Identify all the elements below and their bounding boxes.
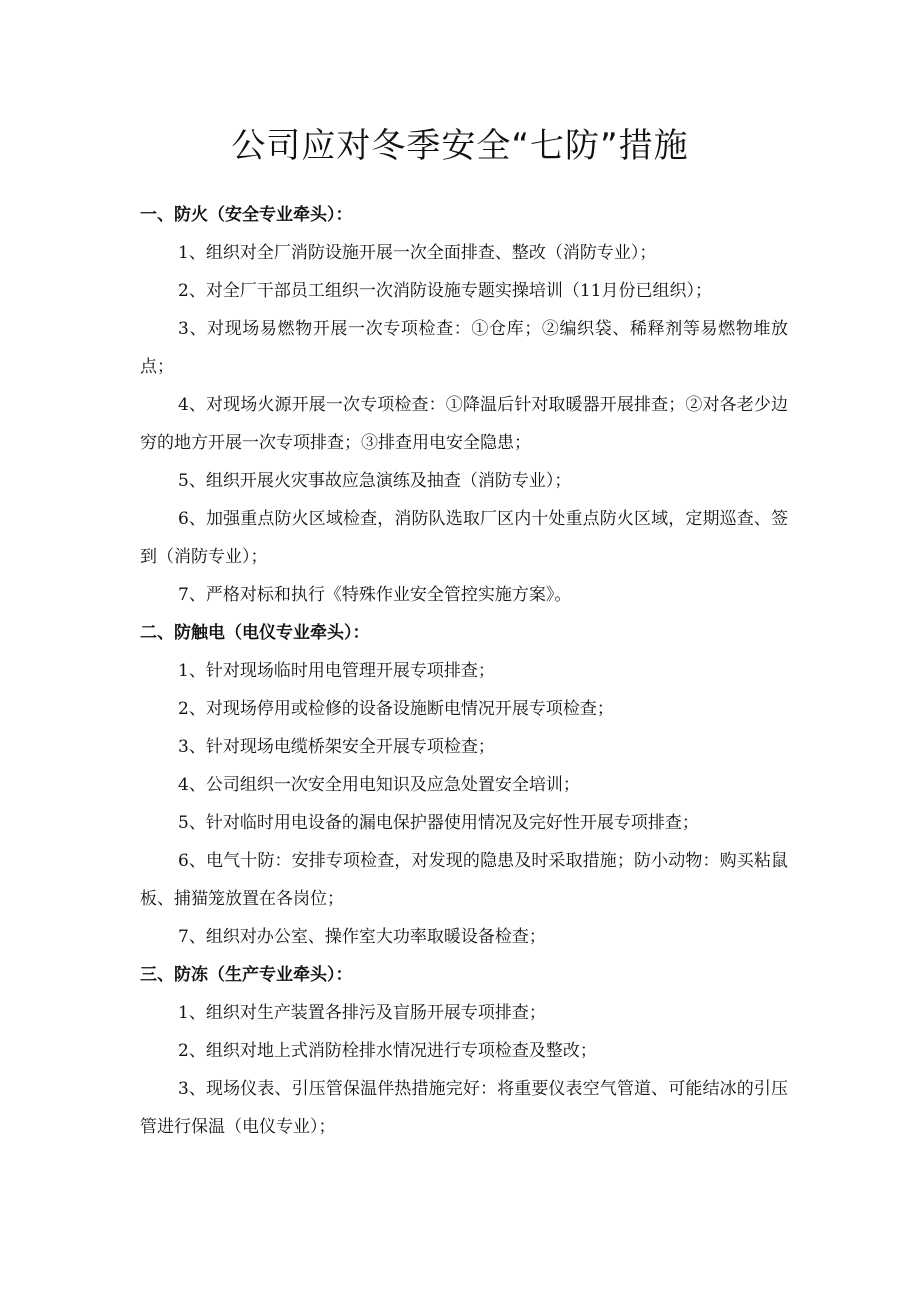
list-item: 2、对现场停用或检修的设备设施断电情况开展专项检查； [178,699,614,719]
list-item: 6、加强重点防火区域检查，消防队选取厂区内十处重点防火区域，定期巡查、签到（消防专业）； [140,509,788,567]
list-item: 4、对现场火源开展一次专项检查：①降温后针对取暖器开展排查；②对各老少边穷的地方开展一次专项排查；③排查用电安全隐患； [140,395,788,453]
list-item: 3、现场仪表、引压管保温伴热措施完好：将重要仪表空气管道、可能结冰的引压管进行保温（电仪专业）； [140,1079,788,1137]
list-item: 4、公司组织一次安全用电知识及应急处置安全培训； [178,775,580,795]
list-item: 5、针对临时用电设备的漏电保护器使用情况及完好性开展专项排查； [178,813,699,833]
list-item: 1、针对现场临时用电管理开展专项排查； [178,661,495,681]
list-item: 1、组织对生产装置各排污及盲肠开展专项排查； [178,1003,546,1023]
list-item: 1、组织对全厂消防设施开展一次全面排查、整改（消防专业）； [178,243,657,263]
section-fire [140,196,788,614]
list-item: 5、组织开展火灾事故应急演练及抽查（消防专业）； [178,471,572,491]
list-item: 2、对全厂干部员工组织一次消防设施专题实操培训（11月份已组织）； [178,281,712,301]
list-item: 7、严格对标和执行《特殊作业安全管控实施方案》。 [178,585,572,605]
section-heading: 三、防冻（生产专业牵头）： [140,965,353,985]
list-item: 6、电气十防：安排专项检查，对发现的隐患及时采取措施；防小动物：购买粘鼠板、捕猫笼放置在各岗位； [140,851,788,909]
document-title: 公司应对冬季安全“七防”措施 [231,126,689,166]
section-freeze [140,956,788,1146]
list-item: 3、对现场易燃物开展一次专项检查：①仓库；②编织袋、稀释剂等易燃物堆放点； [140,319,788,377]
section-heading: 一、防火（安全专业牵头）： [140,205,353,225]
list-item: 2、组织对地上式消防栓排水情况进行专项检查及整改； [178,1041,597,1061]
list-item: 3、针对现场电缆桥架安全开展专项检查； [178,737,495,757]
section-heading: 二、防触电（电仪专业牵头）： [140,623,370,643]
section-electric-shock [140,614,788,956]
list-item: 7、组织对办公室、操作室大功率取暖设备检查； [178,927,546,947]
document-body [140,196,788,1146]
